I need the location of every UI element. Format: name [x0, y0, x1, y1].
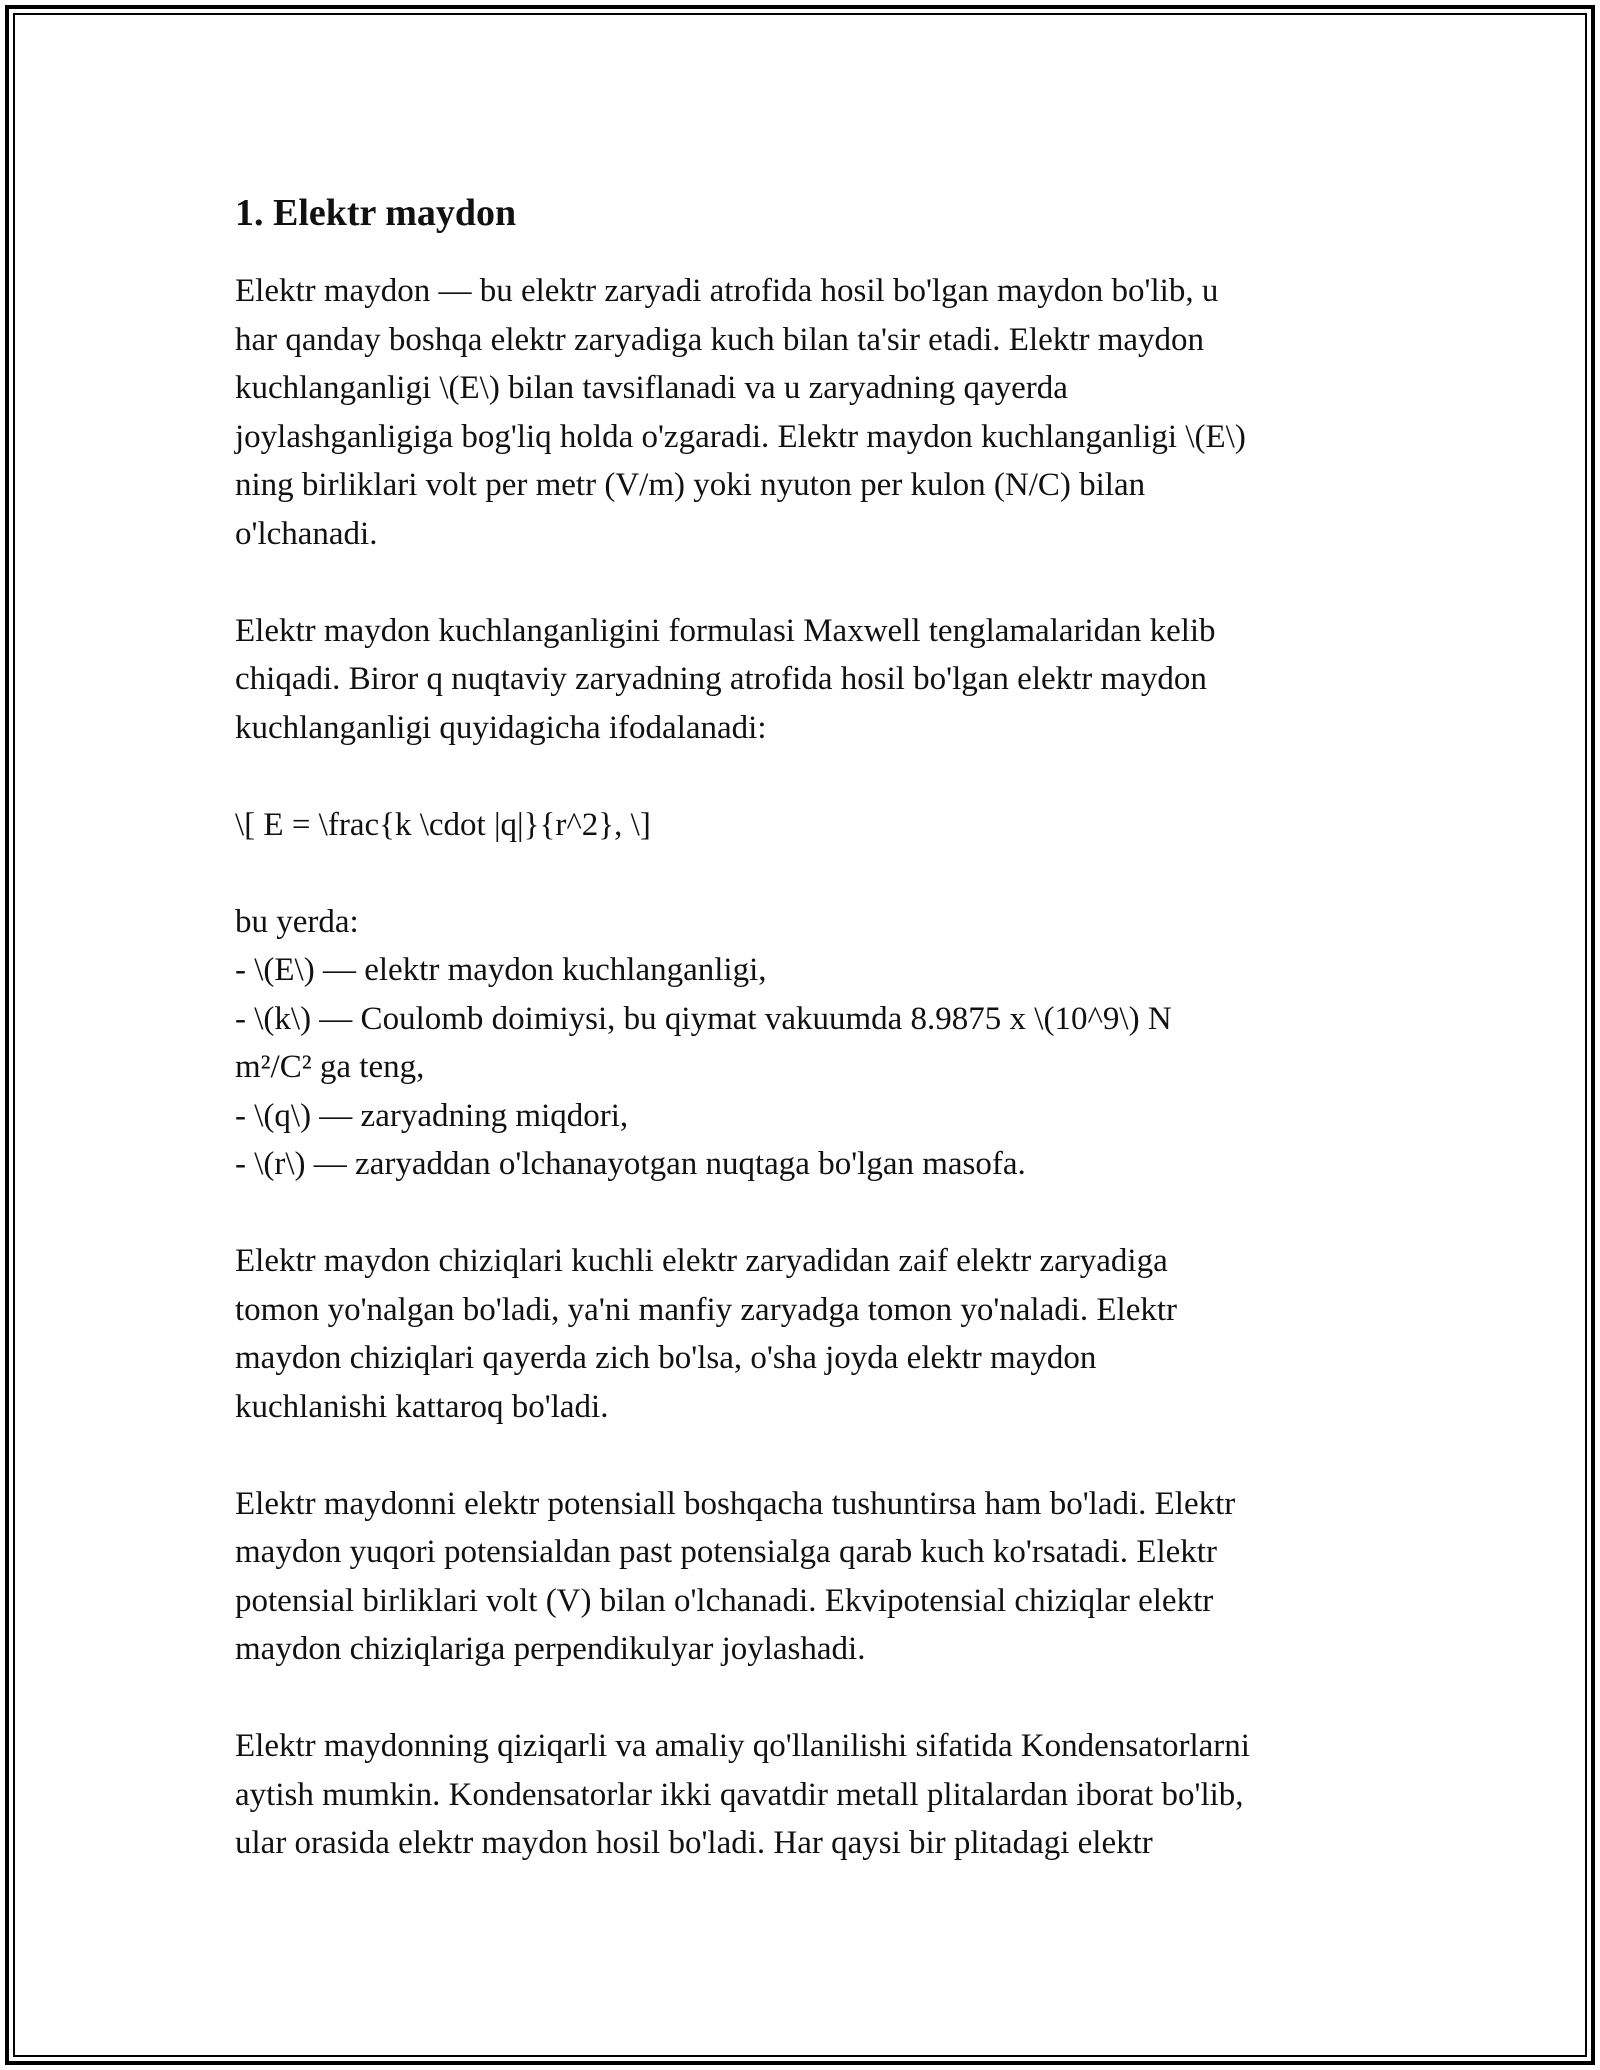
paragraph-gap	[235, 752, 1375, 801]
definitions-list	[235, 898, 1375, 1189]
paragraph-formula-intro	[235, 607, 1375, 753]
formula: \[ E = \frac{k \cdot |q|}{r^2}, \]	[235, 806, 651, 843]
text-line: har qanday boshqa elektr zaryadiga kuch bilan ta'sir etadi. Elektr maydon	[235, 321, 1205, 358]
paragraph-potential	[235, 1480, 1375, 1674]
list-item: - \(q\) — zaryadning miqdori,	[235, 1097, 629, 1134]
paragraph-gap	[235, 1431, 1375, 1480]
text-line: tomon yo'nalgan bo'ladi, ya'ni manfiy zaryadga tomon yo'naladi. Elektr	[235, 1291, 1178, 1328]
text-line: Elektr maydonni elektr potensiall boshqacha tushuntirsa ham bo'ladi. Elektr	[235, 1485, 1236, 1522]
body-text	[235, 267, 1375, 1868]
text-line: potensial birliklari volt (V) bilan o'lchanadi. Ekvipotensial chiziqlar elektr	[235, 1582, 1214, 1619]
text-line: kuchlanganligi quyidagicha ifodalanadi:	[235, 709, 767, 746]
paragraph-gap	[235, 1674, 1375, 1723]
list-item: - \(E\) — elektr maydon kuchlanganligi,	[235, 952, 767, 988]
text-line: chiqadi. Biror q nuqtaviy zaryadning atrofida hosil bo'lgan elektr maydon	[235, 661, 1207, 697]
text-line: kuchlanganligi \(E\) bilan tavsiflanadi va u zaryadning qayerda	[235, 370, 1068, 406]
list-item: - \(r\) — zaryaddan o'lchanayotgan nuqtaga bo'lgan masofa.	[235, 1146, 1026, 1182]
text-line: maydon chiziqlariga perpendikulyar joylashadi.	[235, 1631, 866, 1667]
text-line: Elektr maydon — bu elektr zaryadi atrofida hosil bo'lgan maydon bo'lib, u	[235, 273, 1219, 309]
text-line: joylashganligiga bog'liq holda o'zgaradi. Elektr maydon kuchlanganligi \(E\)	[235, 418, 1246, 455]
paragraph-capacitors	[235, 1722, 1375, 1868]
text-line: aytish mumkin. Kondensatorlar ikki qavatdir metall plitalardan iborat bo'lib,	[235, 1776, 1244, 1813]
text-line: o'lchanadi.	[235, 515, 378, 552]
document-content	[235, 185, 1375, 1868]
list-item: m²/C² ga teng,	[235, 1049, 425, 1085]
paragraph-gap	[235, 1189, 1375, 1238]
text-line: ning birliklari volt per metr (V/m) yoki nyuton per kulon (N/C) bilan	[235, 467, 1146, 503]
text-line: maydon chiziqlari qayerda zich bo'lsa, o'sha joyda elektr maydon	[235, 1340, 1097, 1376]
list-item: - \(k\) — Coulomb doimiysi, bu qiymat vakuumda 8.9875 x \(10^9\) N	[235, 1000, 1172, 1037]
paragraph-gap	[235, 558, 1375, 607]
paragraph-intro	[235, 267, 1375, 558]
text-line: ular orasida elektr maydon hosil bo'ladi. Har qaysi bir plitadagi elektr	[235, 1825, 1153, 1861]
text-line: kuchlanishi kattaroq bo'ladi.	[235, 1388, 609, 1425]
section-heading: 1. Elektr maydon	[235, 192, 517, 234]
text-line: bu yerda:	[235, 903, 359, 940]
paragraph-field-lines	[235, 1237, 1375, 1431]
text-line: maydon yuqori potensialdan past potensialga qarab kuch ko'rsatadi. Elektr	[235, 1534, 1217, 1570]
text-line: Elektr maydon kuchlanganligini formulasi Maxwell tenglamalaridan kelib	[235, 612, 1216, 649]
text-line: Elektr maydonning qiziqarli va amaliy qo'llanilishi sifatida Kondensatorlarni	[235, 1728, 1250, 1764]
text-line: Elektr maydon chiziqlari kuchli elektr zaryadidan zaif elektr zaryadiga	[235, 1243, 1168, 1279]
paragraph-gap	[235, 849, 1375, 898]
